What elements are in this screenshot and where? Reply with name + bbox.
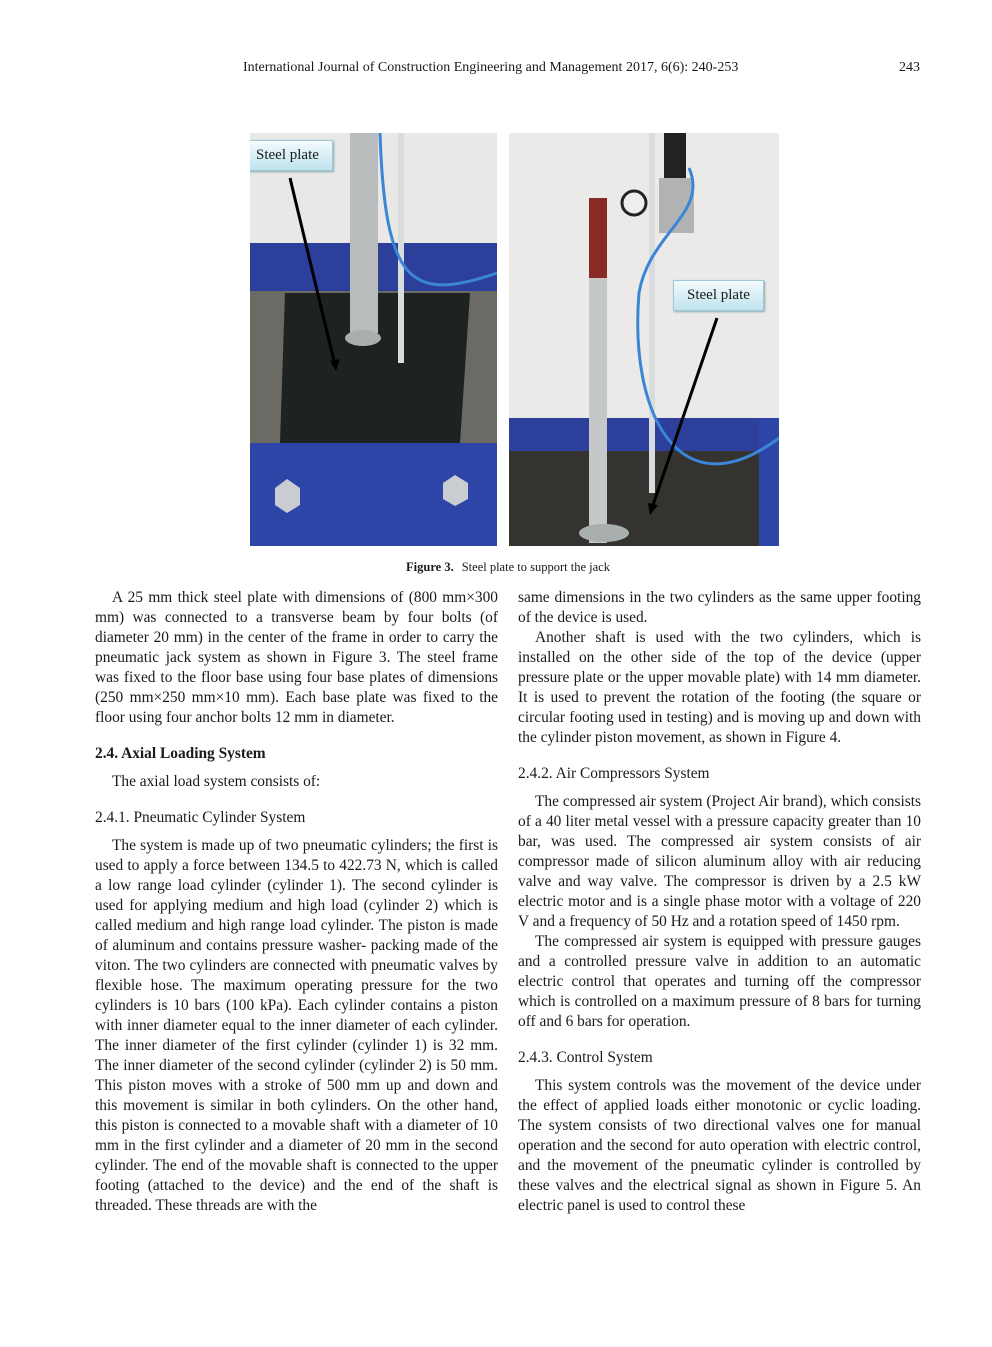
right-column [518, 588, 921, 1216]
section-heading: 2.4. Axial Loading System [95, 745, 266, 762]
paragraph: This system controls was the movement of the device under the effect of applied loads either monotonic or cyclic loading. The system consists of two directional valves one for manual operation and the second for auto operation with electric control, and the movement of the pneumatic cylinder is controlled by these valves and the electrical signal as shown in Figure 5. An electric panel is used to control these [518, 1077, 921, 1214]
paragraph: The axial load system consists of: [112, 773, 321, 790]
paragraph: The system is made up of two pneumatic cylinders; the first is used to apply a force between 134.5 to 422.73 N, which is called a low range load cylinder (cylinder 1). The second cylinder is used for applying medium and high load (cylinder 2) which is called medium and high range load cylinder. The piston is made of aluminum and contains pressure washer- packing made of the viton. The two cylinders are connected with pneumatic valves by flexible hose. The maximum operating pressure for the two cylinders is 10 bars (100 kPa). Each cylinder contains a piston with inner diameter equal to the inner diameter of each cylinder. The inner diameter of the first cylinder (cylinder 1) is 32 mm. The inner diameter of the second cylinder (cylinder 2) is 50 mm. This piston moves with a stroke of 500 mm up and down and this movement is similar in both cylinders. On the other hand, this piston is connected to a movable shaft with a diameter of 10 mm in the first cylinder and a diameter of 20 mm in the second cylinder. The end of the movable shaft is connected to the upper footing (attached to the device) and the end of the shaft is threaded. These threads are with the [95, 837, 498, 1214]
figure-label: Figure 3. [406, 560, 454, 574]
photo-left-illustration [250, 133, 497, 546]
subsection-heading: 2.4.3. Control System [518, 1049, 653, 1066]
subsection-heading: 2.4.2. Air Compressors System [518, 765, 710, 782]
left-column [95, 588, 498, 1216]
paragraph: same dimensions in the two cylinders as the same upper footing of the device is used. [518, 589, 921, 626]
steel-plate-annotation: Steel plate [673, 280, 764, 311]
figure-caption-text: Steel plate to support the jack [461, 560, 610, 574]
figure-photo-left [250, 133, 497, 546]
figure-photo-right [509, 133, 779, 546]
photo-right-illustration [509, 133, 779, 546]
page-number: 243 [899, 60, 920, 75]
figure-caption [0, 560, 992, 575]
paragraph: The compressed air system (Project Air brand), which consists of a 40 liter metal vessel with a pressure capacity greater than 10 bar, was used. The compressed air system consists of air compressor made of silicon aluminum alloy with air reducing valve and way valve. The compressor is driven by a 2.5 kW electric motor and is a single phase motor with a voltage of 220 V and a frequency of 50 Hz and a rotation speed of 1450 rpm. [518, 793, 921, 930]
steel-plate-annotation: Steel plate [250, 140, 333, 171]
running-header: International Journal of Construction Engineering and Management 2017, 6(6): 240-253 [243, 60, 739, 75]
subsection-heading: 2.4.1. Pneumatic Cylinder System [95, 809, 306, 826]
paragraph: The compressed air system is equipped with pressure gauges and a controlled pressure valve in addition to an automatic electric control that operates and turning off the compressor which is controlled on a maximum pressure of 8 bars for turning off and 6 bars for operation. [518, 933, 921, 1030]
paragraph: Another shaft is used with the two cylinders, which is installed on the other side of the top of the device (upper pressure plate or the upper movable plate) with 14 mm diameter. It is used to prevent the rotation of the footing (the square or circular footing used in testing) and is moving up and down with the cylinder piston movement, as shown in Figure 4. [518, 629, 921, 746]
paragraph: A 25 mm thick steel plate with dimensions of (800 mm×300 mm) was connected to a transverse beam by four bolts (of diameter 20 mm) in the center of the frame in order to carry the pneumatic jack system as shown in Figure 3. The steel frame was fixed to the floor base using four base plates of dimensions (250 mm×250 mm×10 mm). Each base plate was fixed to the floor using four anchor bolts 12 mm in diameter. [95, 589, 498, 726]
